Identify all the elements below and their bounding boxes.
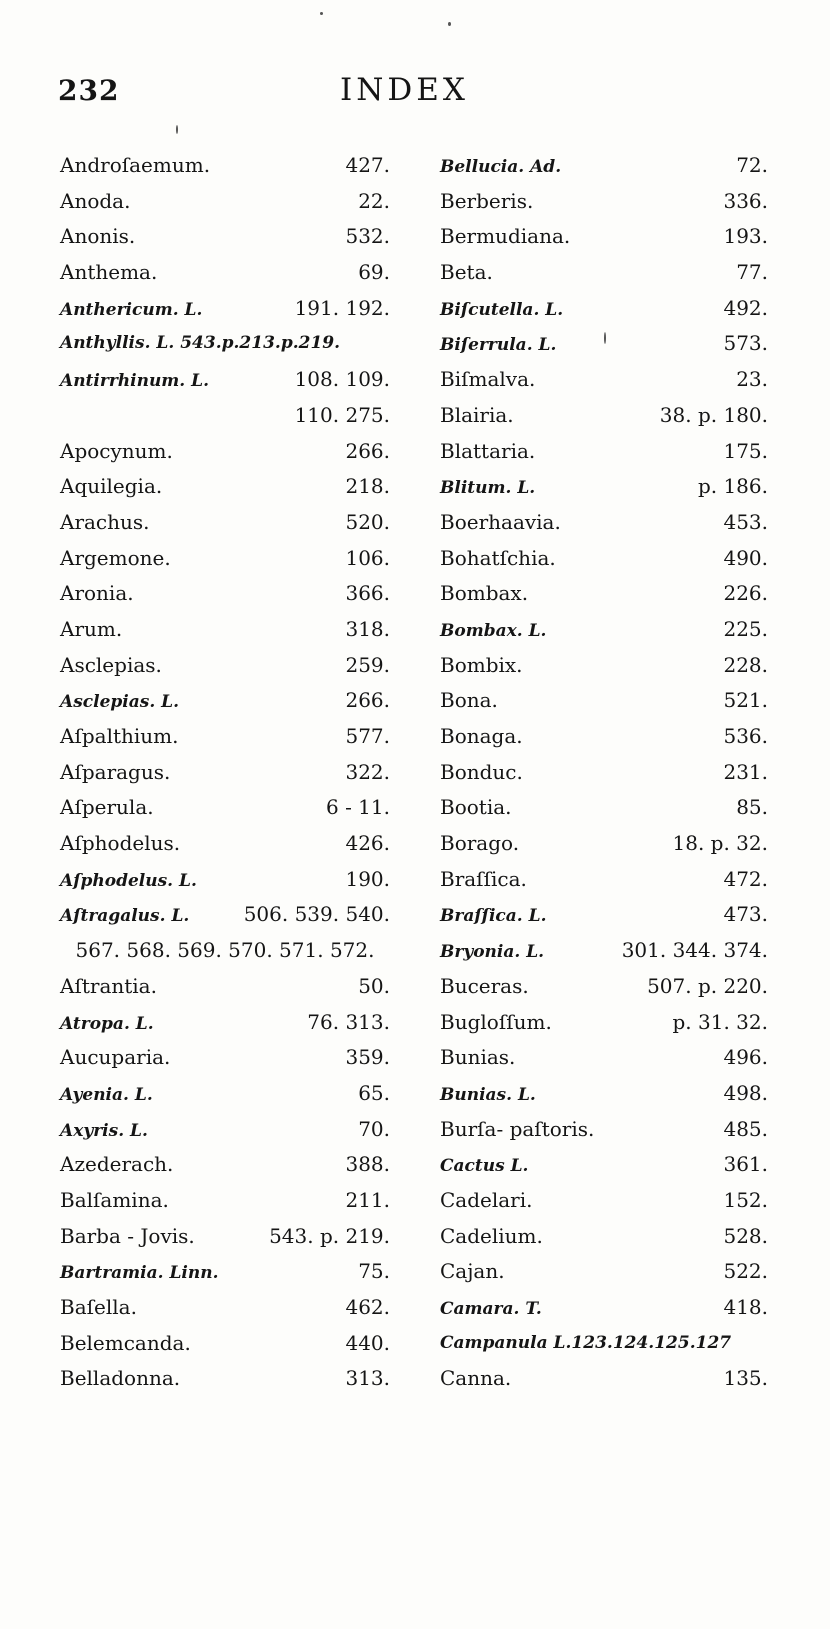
index-page-ref: 226. <box>723 581 768 606</box>
index-term: Boerhaavia. <box>440 509 561 534</box>
index-page-ref: 453. <box>723 509 768 534</box>
index-term: Anonis. <box>60 224 136 249</box>
index-page-ref: 110. 275. <box>294 402 390 427</box>
index-entry <box>440 933 768 969</box>
index-entry <box>440 362 768 398</box>
index-page-ref: 507. p. 220. <box>647 973 768 998</box>
index-page-ref: 490. <box>723 545 768 570</box>
index-page-ref: 536. <box>723 724 768 748</box>
index-term: Barba - Jovis. <box>60 1223 195 1248</box>
index-entry <box>60 1183 390 1219</box>
index-page-ref: 532. <box>345 224 390 249</box>
index-entry <box>440 148 768 184</box>
index-entry <box>60 969 390 1005</box>
index-page-ref: 528. <box>723 1223 768 1248</box>
index-term: Biſmalva. <box>440 367 536 392</box>
index-term: Biſcutella. L. <box>440 299 564 320</box>
index-term: Aſphodelus. L. <box>60 870 197 891</box>
index-term: Blairia. <box>440 402 514 427</box>
index-page-ref: 108. 109. <box>294 367 390 392</box>
index-entry <box>440 826 768 862</box>
index-entry <box>440 576 768 612</box>
index-term: Bonaga. <box>440 724 523 748</box>
index-term: Cadelium. <box>440 1223 543 1248</box>
index-term: Belladonna. <box>60 1366 181 1391</box>
index-page-ref: 359. <box>345 1045 390 1070</box>
index-entry <box>440 1254 768 1290</box>
index-page-ref: 152. <box>723 1187 768 1212</box>
index-entry <box>440 1326 768 1362</box>
index-entry <box>60 826 390 862</box>
index-page-ref: 65. <box>358 1080 390 1105</box>
index-page-ref: 498. <box>723 1080 768 1105</box>
index-term: Bombix. <box>440 652 523 677</box>
index-page-ref: 496. <box>723 1045 768 1070</box>
index-entry <box>60 1147 390 1183</box>
index-term: Biſerrula. L. <box>440 335 557 356</box>
index-entry <box>60 362 390 398</box>
index-term: Asclepias. L. <box>60 692 180 713</box>
index-entry <box>60 469 390 505</box>
index-term: Beta. <box>440 260 493 285</box>
index-page-ref: 573. <box>723 331 768 356</box>
index-entry <box>440 1290 768 1326</box>
index-entry <box>440 541 768 577</box>
index-term: Blitum. L. <box>440 478 536 499</box>
index-entry <box>60 612 390 648</box>
print-speck <box>604 332 606 344</box>
index-page-ref: 361. <box>723 1152 768 1177</box>
index-term: Aſpalthium. <box>60 724 179 748</box>
index-page-ref: 106. <box>345 545 390 570</box>
index-page-ref: 76. 313. <box>307 1009 390 1034</box>
index-entry <box>440 469 768 505</box>
index-entry <box>60 1076 390 1112</box>
index-page-ref: 462. <box>345 1295 390 1319</box>
index-entry <box>60 541 390 577</box>
index-page-ref: 191. 192. <box>294 295 390 320</box>
index-page-ref: 18. p. 32. <box>672 831 768 856</box>
index-term: Aſphodelus. <box>60 831 181 856</box>
index-entry <box>440 291 768 327</box>
index-term: Bartramia. Linn. <box>60 1263 219 1284</box>
index-term: Bunias. L. <box>440 1084 536 1105</box>
index-page-ref: 426. <box>345 831 390 856</box>
index-page-ref: 322. <box>345 759 390 784</box>
index-entry <box>60 505 390 541</box>
index-entry <box>440 648 768 684</box>
index-entry <box>60 326 390 362</box>
index-page-ref: 506. 539. 540. <box>243 902 390 927</box>
index-term: Braſſica. <box>440 866 527 891</box>
index-entry <box>60 790 390 826</box>
index-term: Bona. <box>440 688 498 713</box>
index-term: Bugloſſum. <box>440 1009 552 1034</box>
index-entry <box>60 434 390 470</box>
index-entry <box>60 1361 390 1397</box>
index-term: Bombax. L. <box>440 620 547 641</box>
index-entry <box>440 1112 768 1148</box>
index-term: Camara. T. <box>440 1299 542 1319</box>
index-term: Braſſica. L. <box>440 906 547 927</box>
index-page-ref: 485. <box>723 1116 768 1141</box>
index-term: Aſtragalus. L. <box>60 906 190 927</box>
index-term: Bunias. <box>440 1045 516 1070</box>
index-term: Anoda. <box>60 188 131 213</box>
index-term: Bermudiana. <box>440 224 571 249</box>
index-term: Cajan. <box>440 1259 505 1284</box>
index-term: Bohatſchia. <box>440 545 556 570</box>
print-speck <box>320 12 323 15</box>
index-entry <box>60 576 390 612</box>
index-page-ref: 266. <box>345 438 390 463</box>
index-page-ref: 522. <box>723 1259 768 1284</box>
index-term: Belemcanda. <box>60 1330 191 1355</box>
index-term: Borago. <box>440 831 520 856</box>
print-speck <box>176 125 178 134</box>
index-page-ref: 190. <box>345 866 390 891</box>
index-entry <box>440 219 768 255</box>
index-entry <box>60 648 390 684</box>
index-term: Anthema. <box>60 260 158 285</box>
index-term: Arachus. <box>60 509 150 534</box>
index-entry <box>440 755 768 791</box>
index-entry <box>60 719 390 755</box>
index-term: Bootia. <box>440 795 512 820</box>
index-page-ref: 427. <box>345 153 390 177</box>
index-page-ref: 77. <box>736 260 768 285</box>
index-term: Bryonia. L. <box>440 942 545 963</box>
index-page-ref: 218. <box>345 474 390 499</box>
index-entry <box>60 862 390 898</box>
index-term: Argemone. <box>60 545 171 570</box>
index-page-ref: 231. <box>723 759 768 784</box>
print-speck <box>448 22 451 26</box>
index-term: Aſparagus. <box>60 759 171 784</box>
index-term: Aſtrantia. <box>60 973 157 998</box>
index-term: Burſa- paſtoris. <box>440 1116 595 1141</box>
index-page-ref: 50. <box>358 973 390 998</box>
index-entry <box>60 148 390 184</box>
index-entry <box>60 1326 390 1362</box>
index-entry <box>440 398 768 434</box>
index-entry <box>60 291 390 327</box>
index-term: Anthericum. L. <box>60 299 203 320</box>
index-page-ref: 336. <box>723 188 768 213</box>
index-entry <box>440 719 768 755</box>
index-entry <box>440 1219 768 1255</box>
index-page-ref: 473. <box>723 902 768 927</box>
index-page-ref: 85. <box>736 795 768 820</box>
index-entry <box>440 255 768 291</box>
index-term: Bonduc. <box>440 759 523 784</box>
index-term: Baſella. <box>60 1295 137 1319</box>
index-term: Buceras. <box>440 973 529 998</box>
index-term: Arum. <box>60 616 123 641</box>
index-entry <box>440 862 768 898</box>
index-term: Cadelari. <box>440 1187 533 1212</box>
index-entry <box>60 1005 390 1041</box>
index-term: Aſperula. <box>60 795 154 820</box>
index-page-ref: p. 31. 32. <box>672 1009 768 1034</box>
index-page-ref: 492. <box>723 295 768 320</box>
index-entry <box>60 255 390 291</box>
index-page-ref: 225. <box>723 616 768 641</box>
index-page-ref: 72. <box>736 153 768 177</box>
index-entry <box>440 790 768 826</box>
index-entry <box>440 1361 768 1397</box>
index-entry <box>60 933 390 969</box>
index-page-ref: 75. <box>358 1259 390 1284</box>
index-page-ref: 543. p. 219. <box>269 1223 390 1248</box>
index-page-ref: 211. <box>345 1187 390 1212</box>
index-page-ref: 388. <box>345 1152 390 1177</box>
index-term: Asclepias. <box>60 652 162 677</box>
index-page-ref: 472. <box>723 866 768 891</box>
index-entry <box>60 219 390 255</box>
index-page-ref: p. 186. <box>697 474 768 499</box>
index-term: Atropa. L. <box>60 1013 154 1034</box>
index-term: Androſaemum. <box>60 153 211 177</box>
index-column-left <box>60 148 390 1397</box>
index-term: Aucuparia. <box>60 1045 171 1070</box>
index-page-ref: 521. <box>723 688 768 713</box>
index-term: Bombax. <box>440 581 529 606</box>
index-page-ref: 266. <box>345 688 390 713</box>
index-page-ref: 318. <box>345 616 390 641</box>
index-term: Balſamina. <box>60 1187 169 1212</box>
index-entry <box>440 1147 768 1183</box>
index-page-ref: 193. <box>723 224 768 249</box>
index-term: Campanula L.123.124.125.127 <box>440 1332 732 1353</box>
index-entry <box>440 184 768 220</box>
index-term: Axyris. L. <box>60 1120 148 1141</box>
index-term: Aronia. <box>60 581 134 606</box>
index-term: Ayenia. L. <box>60 1084 153 1105</box>
index-term: Antirrhinum. L. <box>60 371 210 392</box>
index-entry <box>60 1290 390 1326</box>
index-page-ref: 175. <box>723 438 768 463</box>
index-term: 567. 568. 569. 570. 571. 572. <box>75 938 375 963</box>
index-entry <box>440 969 768 1005</box>
index-term: Berberis. <box>440 188 534 213</box>
index-entry <box>60 1112 390 1148</box>
page-title: INDEX <box>340 72 469 108</box>
index-term: Apocynum. <box>60 438 173 463</box>
index-entry <box>60 755 390 791</box>
index-term: Canna. <box>440 1366 512 1391</box>
index-page-ref: 418. <box>723 1295 768 1319</box>
index-term: Azederach. <box>60 1152 174 1177</box>
index-entry <box>440 505 768 541</box>
page-number: 232 <box>58 74 120 107</box>
index-page-ref: 301. 344. 374. <box>621 938 768 963</box>
index-page-ref: 259. <box>345 652 390 677</box>
index-entry <box>440 612 768 648</box>
index-entry <box>440 1040 768 1076</box>
index-page-ref: 520. <box>345 509 390 534</box>
index-term: Anthyllis. L. 543.p.213.p.219. <box>60 333 341 354</box>
index-page-ref: 70. <box>358 1116 390 1141</box>
index-page-ref: 313. <box>345 1366 390 1391</box>
index-page-ref: 38. p. 180. <box>659 402 768 427</box>
index-entry <box>60 1254 390 1290</box>
index-term: Aquilegia. <box>60 474 163 499</box>
index-entry <box>440 1183 768 1219</box>
index-entry <box>60 683 390 719</box>
index-entry <box>440 897 768 933</box>
index-page-ref: 577. <box>345 724 390 748</box>
index-entry <box>60 184 390 220</box>
index-page-ref: 22. <box>358 188 390 213</box>
index-page-ref: 23. <box>736 367 768 392</box>
index-entry <box>60 398 390 434</box>
index-term: Bellucia. Ad. <box>440 157 562 177</box>
index-page-ref: 440. <box>345 1330 390 1355</box>
index-entry <box>60 1040 390 1076</box>
index-page-ref: 6 - 11. <box>325 795 390 820</box>
index-entry <box>440 1076 768 1112</box>
index-entry <box>60 1219 390 1255</box>
index-page-ref: 228. <box>723 652 768 677</box>
index-entry <box>440 683 768 719</box>
index-term: Blattaria. <box>440 438 536 463</box>
index-entry <box>60 897 390 933</box>
index-term: Cactus L. <box>440 1156 529 1177</box>
index-page-ref: 366. <box>345 581 390 606</box>
index-entry <box>440 1005 768 1041</box>
index-page-ref: 69. <box>358 260 390 285</box>
index-entry <box>440 434 768 470</box>
index-page-ref: 135. <box>723 1366 768 1391</box>
